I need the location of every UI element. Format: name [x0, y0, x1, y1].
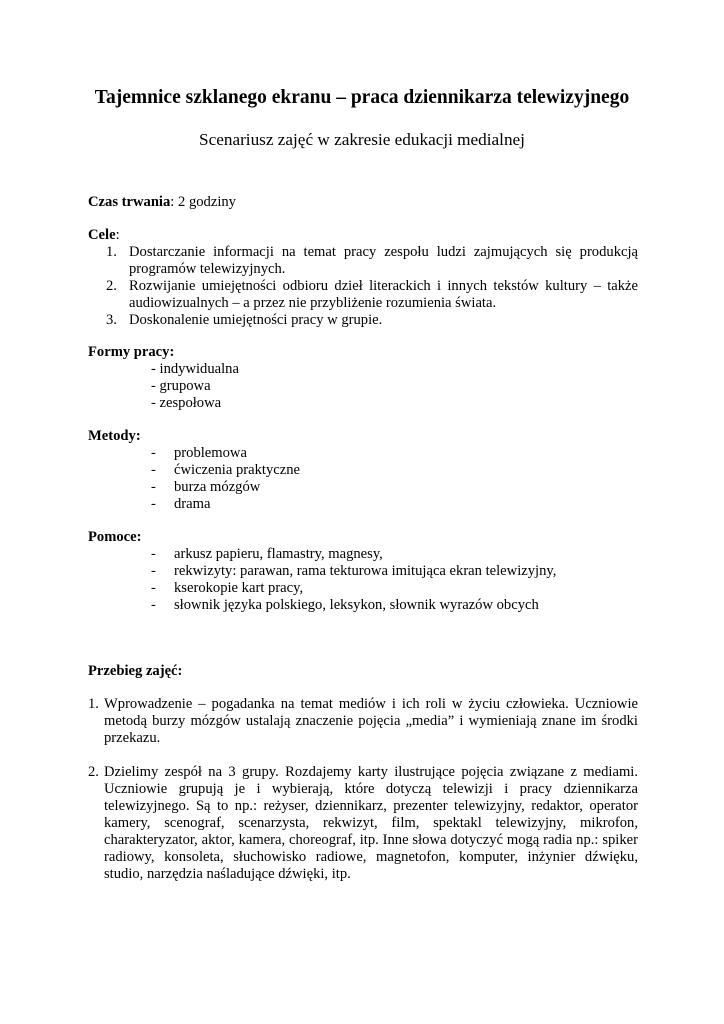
- forms-heading: Formy pracy:: [88, 344, 175, 360]
- list-text: słownik języka polskiego, leksykon, słownik wyrazów obcych: [174, 597, 539, 613]
- list-item: [151, 546, 671, 563]
- goals-heading: [88, 227, 120, 244]
- list-text: ćwiczenia praktyczne: [174, 462, 300, 478]
- dash-marker: -: [151, 563, 156, 579]
- list-number: 2.: [88, 764, 99, 780]
- course-heading: Przebieg zajęć:: [88, 663, 183, 679]
- duration-line: [88, 194, 236, 211]
- list-item: [88, 312, 638, 329]
- aids-list: [151, 546, 671, 614]
- forms-item: - zespołowa: [151, 395, 222, 411]
- list-item: [151, 563, 671, 580]
- list-item: [88, 696, 638, 747]
- list-number: 2.: [106, 278, 117, 294]
- list-item: [151, 479, 671, 496]
- dash-marker: -: [151, 580, 156, 596]
- list-text: rekwizyty: parawan, rama tekturowa imitująca ekran telewizyjny,: [174, 563, 557, 579]
- list-item: [151, 445, 671, 462]
- goals-colon: :: [115, 227, 120, 243]
- list-item: [151, 496, 671, 513]
- methods-list: [151, 445, 671, 513]
- aids-heading: Pomoce:: [88, 529, 142, 545]
- forms-item: - grupowa: [151, 378, 211, 394]
- dash-marker: -: [151, 445, 156, 461]
- course-step-2: [88, 764, 638, 883]
- list-text: Dostarczanie informacji na temat pracy zespołu ludzi zajmujących się produkcją programów telewizyjnych.: [129, 244, 638, 277]
- list-text: Dzielimy zespół na 3 grupy. Rozdajemy karty ilustrujące pojęcia związane z mediami. Uczniowie grupują je i wybierają, które dotyczą telewizji i pracy dziennikarza telewizyjnego. Są to np.: reżyser, dziennikarz, prezenter telewizyjny, redaktor, operator kamery, scenograf, scenarzysta, rekwizyt, film, spektakl telewizyjny, mikrofon, charakteryzator, aktor, kamera, choreograf, itp. Inne słowa dotyczyć mogą radia np.: spiker radiowy, konsoleta, słuchowisko radiowe, magnetofon, komputer, inżynier dźwięku, studio, narzędzia naśladujące dźwięki, itp.: [104, 764, 638, 882]
- list-item: [88, 244, 638, 278]
- document-title: Tajemnice szklanego ekranu – praca dziennikarza telewizyjnego: [94, 87, 630, 108]
- list-text: problemowa: [174, 445, 247, 461]
- list-number: 3.: [106, 312, 117, 328]
- list-item: [88, 764, 638, 883]
- dash-marker: -: [151, 496, 156, 512]
- list-item: [88, 278, 638, 312]
- dash-marker: -: [151, 462, 156, 478]
- duration-label: Czas trwania: [88, 194, 171, 210]
- goals-list: [88, 244, 638, 329]
- forms-item: - indywidualna: [151, 361, 239, 377]
- list-text: Rozwijanie umiejętności odbioru dzieł literackich i innych tekstów kultury – także audiowizualnych – a przez nie przybliżenie rozumienia świata.: [129, 278, 638, 311]
- goals-label: Cele: [88, 227, 116, 243]
- duration-value: : 2 godziny: [170, 194, 236, 210]
- list-text: drama: [174, 496, 211, 512]
- dash-marker: -: [151, 546, 156, 562]
- course-step-1: [88, 696, 638, 747]
- dash-marker: -: [151, 479, 156, 495]
- methods-heading: Metody:: [88, 428, 141, 444]
- list-number: 1.: [88, 696, 99, 712]
- list-text: burza mózgów: [174, 479, 261, 495]
- list-text: arkusz papieru, flamastry, magnesy,: [174, 546, 383, 562]
- list-number: 1.: [106, 244, 117, 260]
- document-subtitle: Scenariusz zajęć w zakresie edukacji medialnej: [199, 130, 525, 149]
- list-item: [151, 462, 671, 479]
- dash-marker: -: [151, 597, 156, 613]
- list-text: Doskonalenie umiejętności pracy w grupie.: [129, 312, 383, 328]
- list-text: kserokopie kart pracy,: [174, 580, 304, 596]
- list-text: Wprowadzenie – pogadanka na temat mediów i ich roli w życiu człowieka. Uczniowie metodą burzy mózgów ustalają znaczenie pojęcia „media” i wymieniają znane im środki przekazu.: [104, 696, 638, 746]
- list-item: [151, 597, 671, 614]
- list-item: [151, 580, 671, 597]
